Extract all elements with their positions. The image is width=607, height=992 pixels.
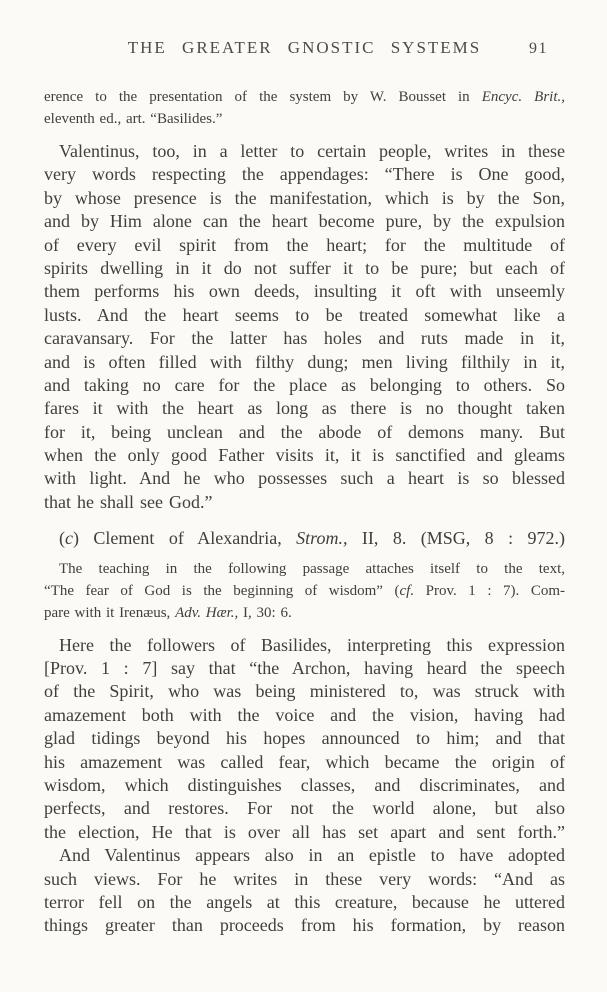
- text-line: very words respecting the appendages: “There is One good,: [44, 164, 565, 185]
- paragraph: [44, 844, 565, 938]
- text-line: and taking no care for the place as belonging to others. So: [44, 374, 565, 395]
- text-line: the election, He that is over all has set apart and sent forth.”: [44, 821, 565, 842]
- paragraph: [44, 86, 565, 130]
- text-line: glad tidings beyond his hopes announced to him; and that: [44, 728, 565, 749]
- text-line: caravansary. For the latter has holes and ruts made in it,: [44, 328, 565, 349]
- text-line: fares it with the heart as long as there is no thought taken: [44, 398, 565, 419]
- text-line: his amazement was called fear, which became the origin of: [44, 751, 565, 772]
- text-line: spirits dwelling in it do not suffer it to be pure; but each of: [44, 257, 565, 278]
- text-line: and by Him alone can the heart become pure, by the expulsion: [44, 211, 565, 232]
- paragraph: [44, 140, 565, 514]
- paragraph: [44, 558, 565, 624]
- text-line: of the Spirit, who was being ministered to, was struck with: [44, 681, 565, 702]
- text-line: lusts. And the heart seems to be treated somewhat like a: [44, 304, 565, 325]
- text-line: perfects, and restores. For not the world alone, but also: [44, 798, 565, 819]
- text-line: “The fear of God is the beginning of wisdom” (cf. Prov. 1 : 7). Com-: [44, 582, 565, 599]
- paragraph: [44, 527, 565, 550]
- text-line: amazement both with the voice and the vision, having had: [44, 704, 565, 725]
- text-line: And Valentinus appears also in an epistle to have adopted: [59, 845, 565, 866]
- text-line: for it, being unclean and the abode of demons many. But: [44, 421, 565, 442]
- text-line: with light. And he who possesses such a heart is so blessed: [44, 468, 565, 489]
- text-line: things greater than proceeds from his formation, by reason: [44, 915, 565, 936]
- text-line: [Prov. 1 : 7] say that “the Archon, having heard the speech: [44, 658, 565, 679]
- running-header-title: THE GREATER GNOSTIC SYSTEMS: [127, 38, 482, 57]
- text-line: (c) Clement of Alexandria, Strom., II, 8. (MSG, 8 : 972.): [59, 528, 565, 549]
- text-line: by whose presence is the manifestation, which is by the Son,: [44, 187, 565, 208]
- text-line: Valentinus, too, in a letter to certain people, writes in these: [59, 141, 565, 161]
- page-number: 91: [529, 40, 548, 57]
- paragraph: [44, 634, 565, 845]
- text-line: Here the followers of Basilides, interpreting this expression: [59, 634, 565, 655]
- text-line: such views. For he writes in these very words: “And as: [44, 868, 565, 889]
- text-line: terror fell on the angels at this creature, because he uttered: [44, 891, 565, 912]
- text-line: wisdom, which distinguishes classes, and discriminates, and: [44, 774, 565, 795]
- text-line: that he shall see God.”: [44, 491, 213, 512]
- text-line: when the only good Father visits it, it is sanctified and gleams: [44, 445, 565, 466]
- text-line: pare with it Irenæus, Adv. Hær., I, 30: 6.: [44, 604, 292, 621]
- text-line: eleventh ed., art. “Basilides.”: [44, 111, 223, 127]
- text-line: The teaching in the following passage attaches itself to the text,: [59, 560, 565, 577]
- text-line: of every evil spirit from the heart; for the multitude of: [44, 234, 565, 255]
- text-line: erence to the presentation of the system by W. Bousset in Encyc. Brit.,: [44, 89, 565, 105]
- text-line: and is often filled with filthy dung; men living filthily in it,: [44, 351, 565, 372]
- page-body: [44, 86, 565, 938]
- text-line: them performs his own deeds, insulting it oft with unseemly: [44, 281, 565, 302]
- running-header: [44, 38, 565, 60]
